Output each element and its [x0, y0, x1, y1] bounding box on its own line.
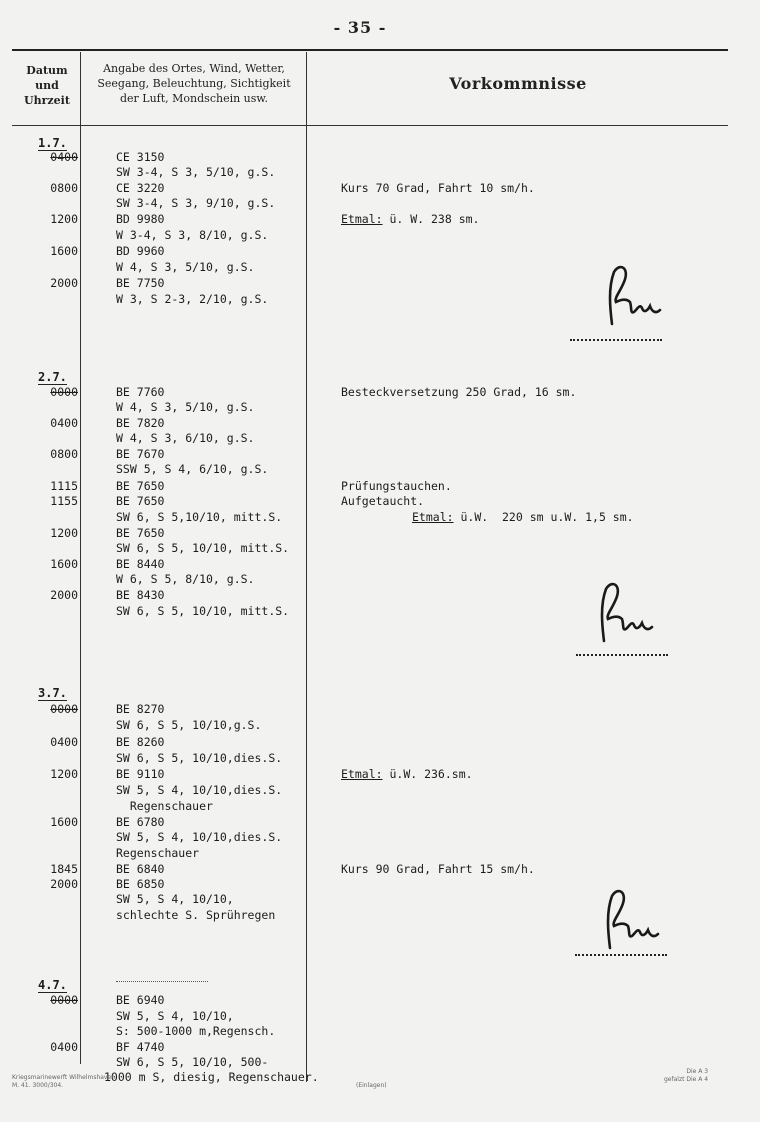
weather-text: SW 6, S 5, 10/10,dies.S. [116, 751, 283, 765]
day-date [38, 686, 80, 701]
position-text: BE 7760 [116, 385, 165, 399]
position-text: BD 9980 [116, 212, 165, 226]
position-text: CE 3150 [116, 150, 165, 164]
weather-text: W 3-4, S 3, 8/10, g.S. [116, 228, 269, 242]
entry-time: 2000 [50, 588, 78, 602]
position-text: BE 6840 [116, 862, 165, 876]
entry-time: 0800 [50, 447, 78, 461]
entry-time: 1845 [50, 862, 78, 876]
weather-text: SW 6, S 5, 10/10,g.S. [116, 718, 262, 732]
weather-text: SSW 5, S 4, 6/10, g.S. [116, 462, 269, 476]
entry-time: 0400 [50, 150, 78, 164]
footer-center: (Einlagen) [356, 1082, 387, 1089]
header-place-line: der Luft, Mondschein usw. [119, 92, 269, 105]
weather-text: W 6, S 5, 8/10, g.S. [116, 572, 255, 586]
footer-left [12, 1074, 115, 1090]
entry-time: 1600 [50, 244, 78, 258]
weather-text: SW 5, S 4, 10/10,dies.S. [116, 830, 283, 844]
entry-time: 1600 [50, 815, 78, 829]
day-date [38, 978, 80, 993]
signature-dotted-line [570, 336, 662, 341]
weather-note: Regenschauer [116, 799, 213, 813]
position-text: BE 8260 [116, 735, 165, 749]
etmal-entry [341, 767, 473, 782]
weather-text: SW 6, S 5, 10/10, mitt.S. [116, 604, 290, 618]
weather-text: SW 6, S 5, 10/10, 500- [116, 1055, 269, 1069]
position-text: BE 8440 [116, 557, 165, 571]
entry-time: 1200 [50, 212, 78, 226]
position-text: BE 6780 [116, 815, 165, 829]
header-place-line: Angabe des Ortes, Wind, Wetter, [103, 62, 285, 75]
etmal-label: Etmal: [341, 212, 383, 226]
signature-image [590, 258, 670, 338]
signature-image [582, 575, 662, 655]
footer-right-line: gefalzt Die A 4 [664, 1076, 709, 1083]
column-divider-2 [306, 52, 307, 1082]
entry-time: 2000 [50, 877, 78, 891]
position-text: BF 4740 [116, 1040, 165, 1054]
entry-time: 0000 [50, 385, 78, 399]
position-text: BE 6940 [116, 993, 165, 1007]
weather-text: SW 6, S 5,10/10, mitt.S. [116, 510, 283, 524]
weather-text: SW 6, S 5, 10/10, mitt.S. [116, 541, 290, 555]
event-text: Aufgetaucht. [341, 494, 425, 508]
weather-text: W 4, S 3, 5/10, g.S. [116, 260, 255, 274]
position-text: BD 9960 [116, 244, 165, 258]
entry-time: 1200 [50, 526, 78, 540]
weather-text: W 3, S 2-3, 2/10, g.S. [116, 292, 269, 306]
etmal-value: ü. W. 238 sm. [382, 212, 480, 226]
position-text: BE 9110 [116, 767, 165, 781]
etmal-label: Etmal: [341, 767, 383, 781]
position-text: BE 7670 [116, 447, 165, 461]
entry-time: 2000 [50, 276, 78, 290]
entry-time: 1115 [50, 479, 78, 493]
header-place [84, 61, 304, 106]
weather-text: SW 3-4, S 3, 5/10, g.S. [116, 165, 276, 179]
position-text: BE 7650 [116, 494, 165, 508]
entry-time: 1155 [50, 494, 78, 508]
weather-text: SW 5, S 4, 10/10,dies.S. [116, 783, 283, 797]
weather-note: schlechte S. Sprühregen [116, 908, 276, 922]
header-date-line: Uhrzeit [24, 94, 70, 107]
separator-dots [116, 978, 208, 982]
day-date [38, 136, 80, 151]
position-text: BE 7650 [116, 479, 165, 493]
header-date-line: Datum [26, 64, 68, 77]
position-text: BE 8270 [116, 702, 165, 716]
entry-time: 1600 [50, 557, 78, 571]
weather-note: S: 500-1000 m,Regensch. [116, 1024, 276, 1038]
entry-time: 0400 [50, 735, 78, 749]
weather-note: Regenschauer [116, 846, 200, 860]
header-events: Vorkommnisse [449, 74, 587, 93]
position-text: BE 8430 [116, 588, 165, 602]
etmal-entry [412, 510, 634, 525]
footer-right [664, 1068, 708, 1084]
etmal-value: ü.W. 220 sm u.W. 1,5 sm. [453, 510, 634, 524]
footer-right-line: Die A 3 [686, 1068, 709, 1075]
event-text: Kurs 70 Grad, Fahrt 10 sm/h. [341, 181, 535, 195]
entry-time: 0400 [50, 1040, 78, 1054]
etmal-entry [341, 212, 479, 227]
date-label: 1.7. [38, 136, 67, 150]
footer-left-line: Kriegsmarinewerft Wilhelmshaven [12, 1074, 115, 1081]
weather-text: SW 3-4, S 3, 9/10, g.S. [116, 196, 276, 210]
date-label: 2.7. [38, 370, 67, 384]
header-date-line: und [35, 79, 59, 92]
entry-time: 0800 [50, 181, 78, 195]
day-date [38, 370, 80, 385]
position-text: BE 6850 [116, 877, 165, 891]
page-number: - 35 - [333, 18, 387, 37]
column-divider-1 [80, 52, 81, 1064]
date-label: 4.7. [38, 978, 67, 992]
entry-time: 0000 [50, 702, 78, 716]
etmal-value: ü.W. 236.sm. [382, 767, 473, 781]
position-text: BE 7750 [116, 276, 165, 290]
date-label: 3.7. [38, 686, 67, 700]
position-text: CE 3220 [116, 181, 165, 195]
weather-note: 1000 m S, diesig, Regenschauer. [104, 1070, 319, 1084]
weather-text: W 4, S 3, 5/10, g.S. [116, 400, 255, 414]
signature-image [588, 882, 668, 962]
weather-text: SW 5, S 4, 10/10, [116, 892, 234, 906]
weather-text: SW 5, S 4, 10/10, [116, 1009, 234, 1023]
event-text: Kurs 90 Grad, Fahrt 15 sm/h. [341, 862, 535, 876]
entry-time: 1200 [50, 767, 78, 781]
etmal-label: Etmal: [412, 510, 454, 524]
footer-left-line: M. 41. 3000/304. [12, 1082, 64, 1089]
position-text: BE 7650 [116, 526, 165, 540]
position-text: BE 7820 [116, 416, 165, 430]
weather-text: W 4, S 3, 6/10, g.S. [116, 431, 255, 445]
event-text: Prüfungstauchen. [341, 479, 452, 493]
event-text: Besteckversetzung 250 Grad, 16 sm. [341, 385, 577, 399]
entry-time: 0000 [50, 993, 78, 1007]
header-rule [12, 125, 728, 126]
top-rule [12, 49, 728, 51]
signature-dotted-line [576, 651, 668, 656]
header-date-time [14, 63, 80, 108]
signature-dotted-line [575, 951, 667, 956]
header-place-line: Seegang, Beleuchtung, Sichtigkeit [97, 77, 291, 90]
entry-time: 0400 [50, 416, 78, 430]
